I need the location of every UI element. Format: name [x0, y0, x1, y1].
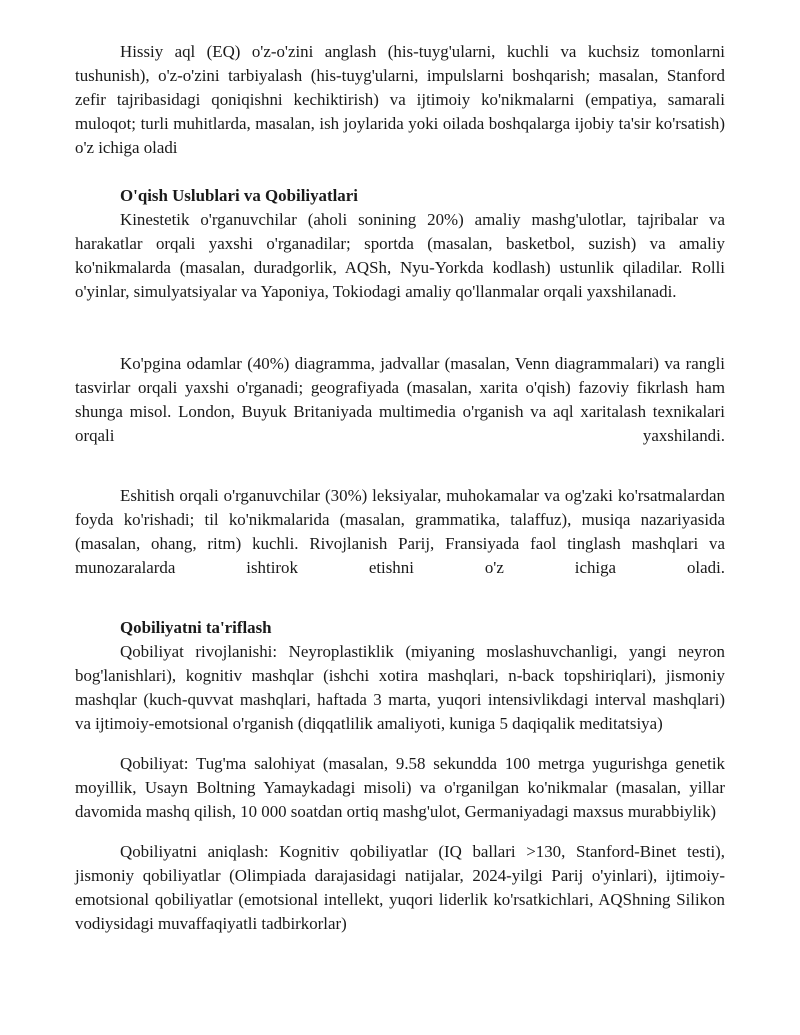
paragraph-auditory: Eshitish orqali o'rganuvchilar (30%) leksiyalar, muhokamalar va og'zaki ko'rsatmalardan foyda ko'rishadi; til ko'nikmalarida (masalan, grammatika, talaffuz), musiqa nazariyasida (masalan, ohang, ritm) kuchli. Rivojlanish Parij, Fransiyada faol tinglash mashqlari va munozaralarda ishtirok etishni o'z ichiga oladi.: [75, 486, 725, 577]
document-page: [75, 40, 725, 936]
heading-ability-definition: Qobiliyatni ta'riflash: [120, 618, 272, 637]
paragraph-emotional-intelligence: Hissiy aql (EQ) o'z-o'zini anglash (his-tuyg'ularni, kuchli va kuchsiz tomonlarni tushunish), o'z-o'zini tarbiyalash (his-tuyg'ularni, impulslarni boshqarish; masalan, Stanford zefir tajribasidagi qoniqishni kechiktirish) va ijtimoiy ko'nikmalarni (empatiya, samarali muloqot; turli muhitlarda, masalan, ish joylarida yoki oilada boshqalarga ijobiy ta'sir ko'rsatish) o'z ichiga oladi: [75, 42, 725, 157]
paragraph-visual: Ko'pgina odamlar (40%) diagramma, jadvallar (masalan, Venn diagrammalari) va rangli tasvirlar orqali yaxshi o'rganadi; geografiyada (masalan, xarita o'qish) fazoviy fikrlash ham shunga misol. London, Buyuk Britaniyada multimedia o'rganish va aql xaritalash texnikalari orqali yaxshilandi.: [75, 354, 725, 445]
paragraph-ability: Qobiliyat: Tug'ma salohiyat (masalan, 9.58 sekundda 100 metrga yugurishga genetik moyillik, Usayn Boltning Yamaykadagi misoli) va o'rganilgan ko'nikmalar (masalan, yillar davomida mashq qilish, 10 000 soatdan ortiq mashg'ulot, Germaniyadagi maxsus murabbiylik): [75, 754, 725, 821]
paragraph-identifying-ability: Qobiliyatni aniqlash: Kognitiv qobiliyatlar (IQ ballari >130, Stanford-Binet testi), jismoniy qobiliyatlar (Olimpiada darajasidagi natijalar, 2024-yilgi Parij o'yinlari), ijtimoiy-emotsional qobiliyatlar (emotsional intellekt, yuqori liderlik ko'rsatkichlari, AQShning Silikon vodiysidagi muvaffaqiyatli tadbirkorlar): [75, 842, 725, 933]
paragraph-kinesthetic: Kinestetik o'rganuvchilar (aholi sonining 20%) amaliy mashg'ulotlar, tajribalar va harakatlar orqali yaxshi o'rganadilar; sportda (masalan, basketbol, suzish) va amaliy ko'nikmalarda (masalan, duradgorlik, AQSh, Nyu-Yorkda kodlash) ustunlik qiladilar. Rolli o'yinlar, simulyatsiyalar va Yaponiya, Tokiodagi amaliy qo'llanmalar orqali yaxshilanadi.: [75, 210, 725, 301]
heading-learning-styles: O'qish Uslublari va Qobiliyatlari: [120, 186, 358, 205]
paragraph-ability-development: Qobiliyat rivojlanishi: Neyroplastiklik (miyaning moslashuvchanligi, yangi neyron bog'lanishlari), kognitiv mashqlar (ishchi xotira mashqlari, n-back topshiriqlari), jismoniy mashqlar (kuch-quvvat mashqlari, haftada 3 marta, yuqori intensivlikdagi interval mashqlari) va ijtimoiy-emotsional o'rganish (diqqatlilik amaliyoti, kuniga 5 daqiqalik meditatsiya): [75, 642, 725, 733]
